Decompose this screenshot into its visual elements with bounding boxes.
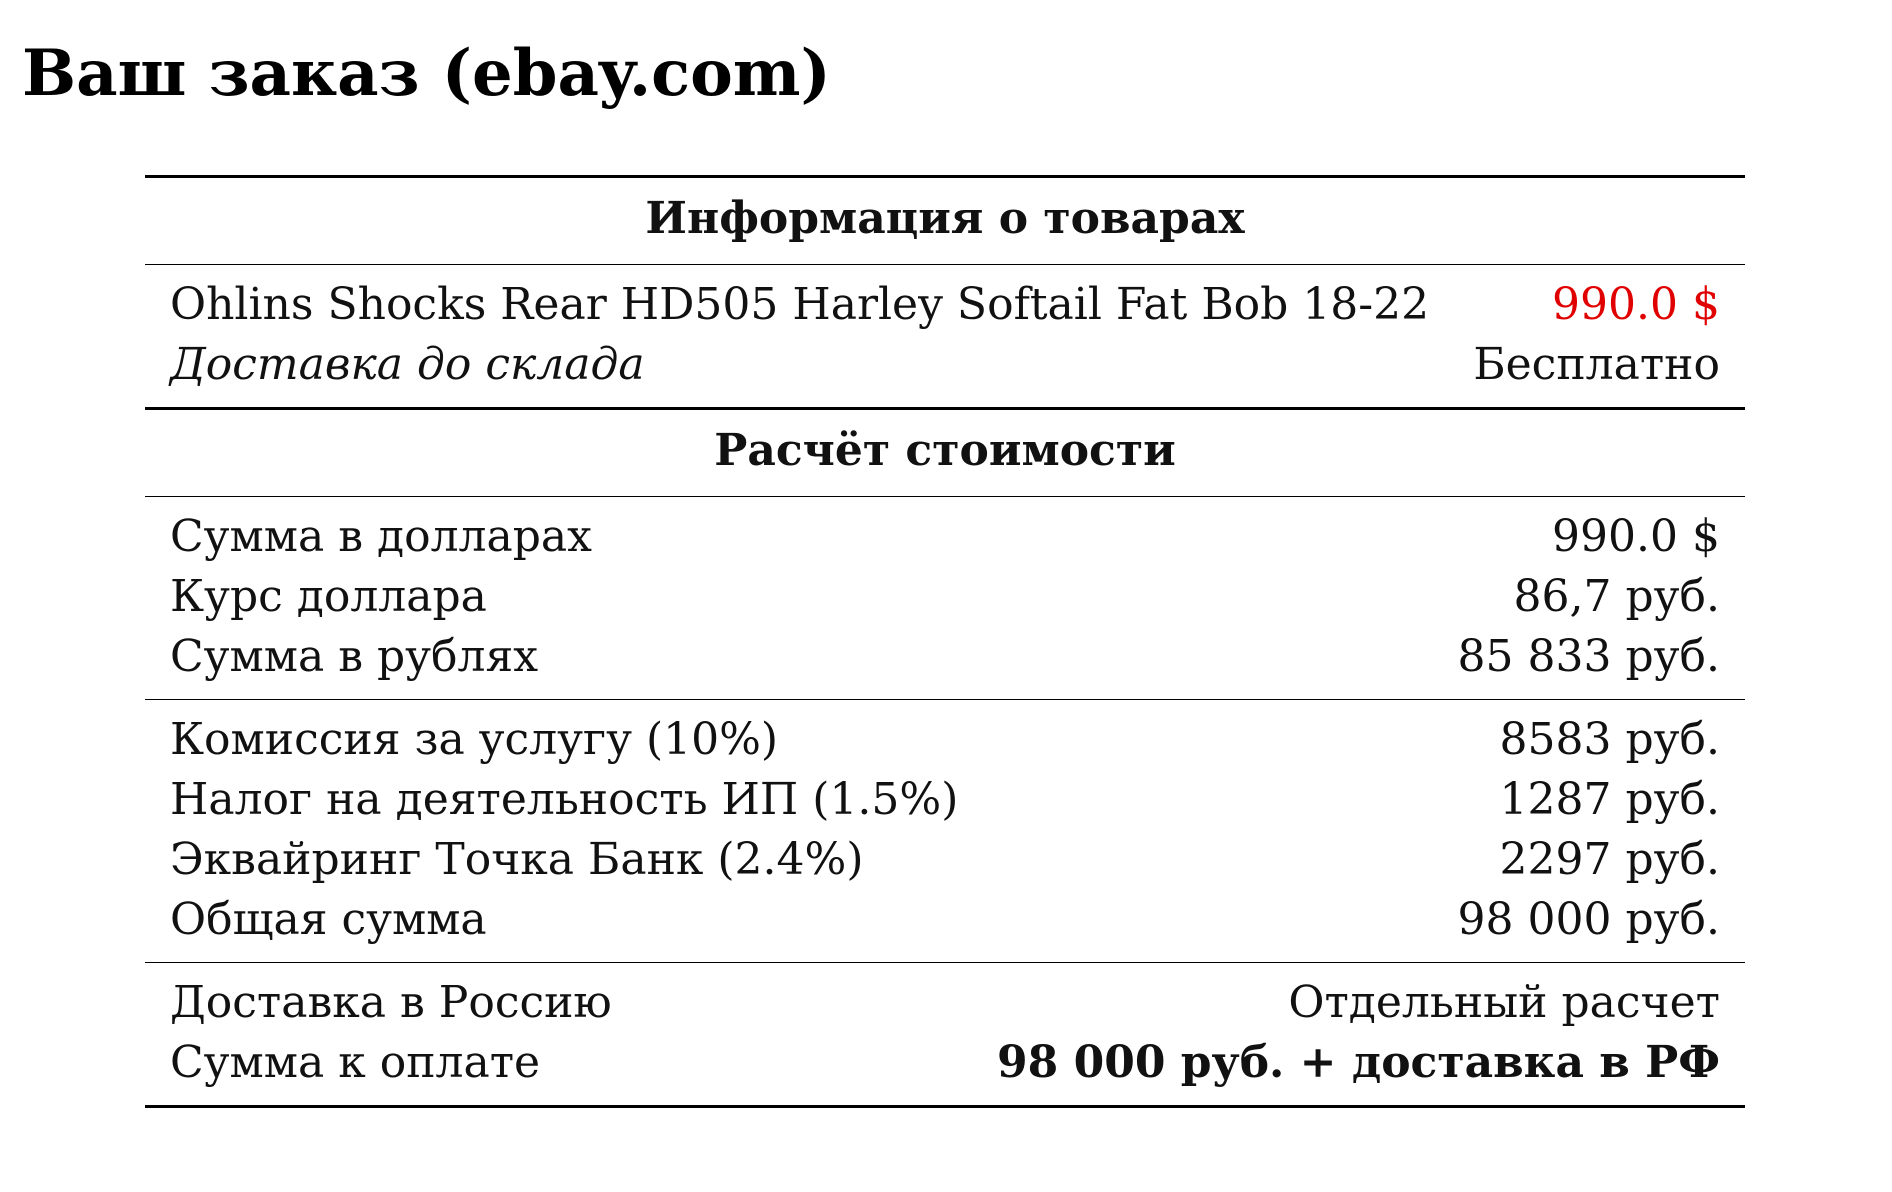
tax-label: Налог на деятельность ИП (1.5%) (170, 774, 959, 825)
total-label: Общая сумма (170, 894, 487, 945)
amount-due-row (170, 1033, 1720, 1093)
acquiring-value: 2297 руб. (1499, 834, 1720, 885)
tax-row (170, 770, 1720, 830)
goods-section-header: Информация о товарах (645, 193, 1245, 244)
rub-sum-value: 85 833 руб. (1457, 631, 1720, 682)
calc-group-conversion (145, 497, 1745, 699)
amount-due-label: Сумма к оплате (170, 1037, 541, 1088)
calc-group-payment (145, 963, 1745, 1105)
usd-sum-label: Сумма в долларах (170, 511, 592, 562)
warehouse-shipping-label: Доставка до склада (170, 339, 645, 390)
acquiring-row (170, 830, 1720, 890)
service-fee-row (170, 710, 1720, 770)
russia-shipping-label: Доставка в Россию (170, 977, 612, 1028)
service-fee-value: 8583 руб. (1499, 714, 1720, 765)
usd-sum-row (170, 507, 1720, 567)
item-price: 990.0 $ (1552, 279, 1720, 330)
calc-section-header: Расчёт стоимости (714, 425, 1176, 476)
table-bottom-rule (145, 1105, 1745, 1108)
item-name: Ohlins Shocks Rear HD505 Harley Softail Fat Bob 18-22 (170, 279, 1430, 330)
order-summary-table (145, 175, 1745, 1108)
rub-sum-row (170, 627, 1720, 687)
acquiring-label: Эквайринг Точка Банк (2.4%) (170, 834, 864, 885)
goods-rows (145, 265, 1745, 407)
exchange-rate-row (170, 567, 1720, 627)
russia-shipping-value: Отдельный расчет (1288, 977, 1720, 1028)
exchange-rate-value: 86,7 руб. (1513, 571, 1720, 622)
service-fee-label: Комиссия за услугу (10%) (170, 714, 779, 765)
warehouse-shipping-value: Бесплатно (1473, 339, 1720, 390)
page-title: Ваш заказ (ebay.com) (22, 36, 831, 111)
total-value: 98 000 руб. (1457, 894, 1720, 945)
calc-group-fees (145, 700, 1745, 962)
exchange-rate-label: Курс доллара (170, 571, 487, 622)
amount-due-value: 98 000 руб. + доставка в РФ (997, 1037, 1720, 1088)
tax-value: 1287 руб. (1499, 774, 1720, 825)
usd-sum-value: 990.0 $ (1552, 511, 1720, 562)
rub-sum-label: Сумма в рублях (170, 631, 539, 682)
warehouse-shipping-row (170, 335, 1720, 395)
total-row (170, 890, 1720, 950)
russia-shipping-row (170, 973, 1720, 1033)
item-row (170, 275, 1720, 335)
